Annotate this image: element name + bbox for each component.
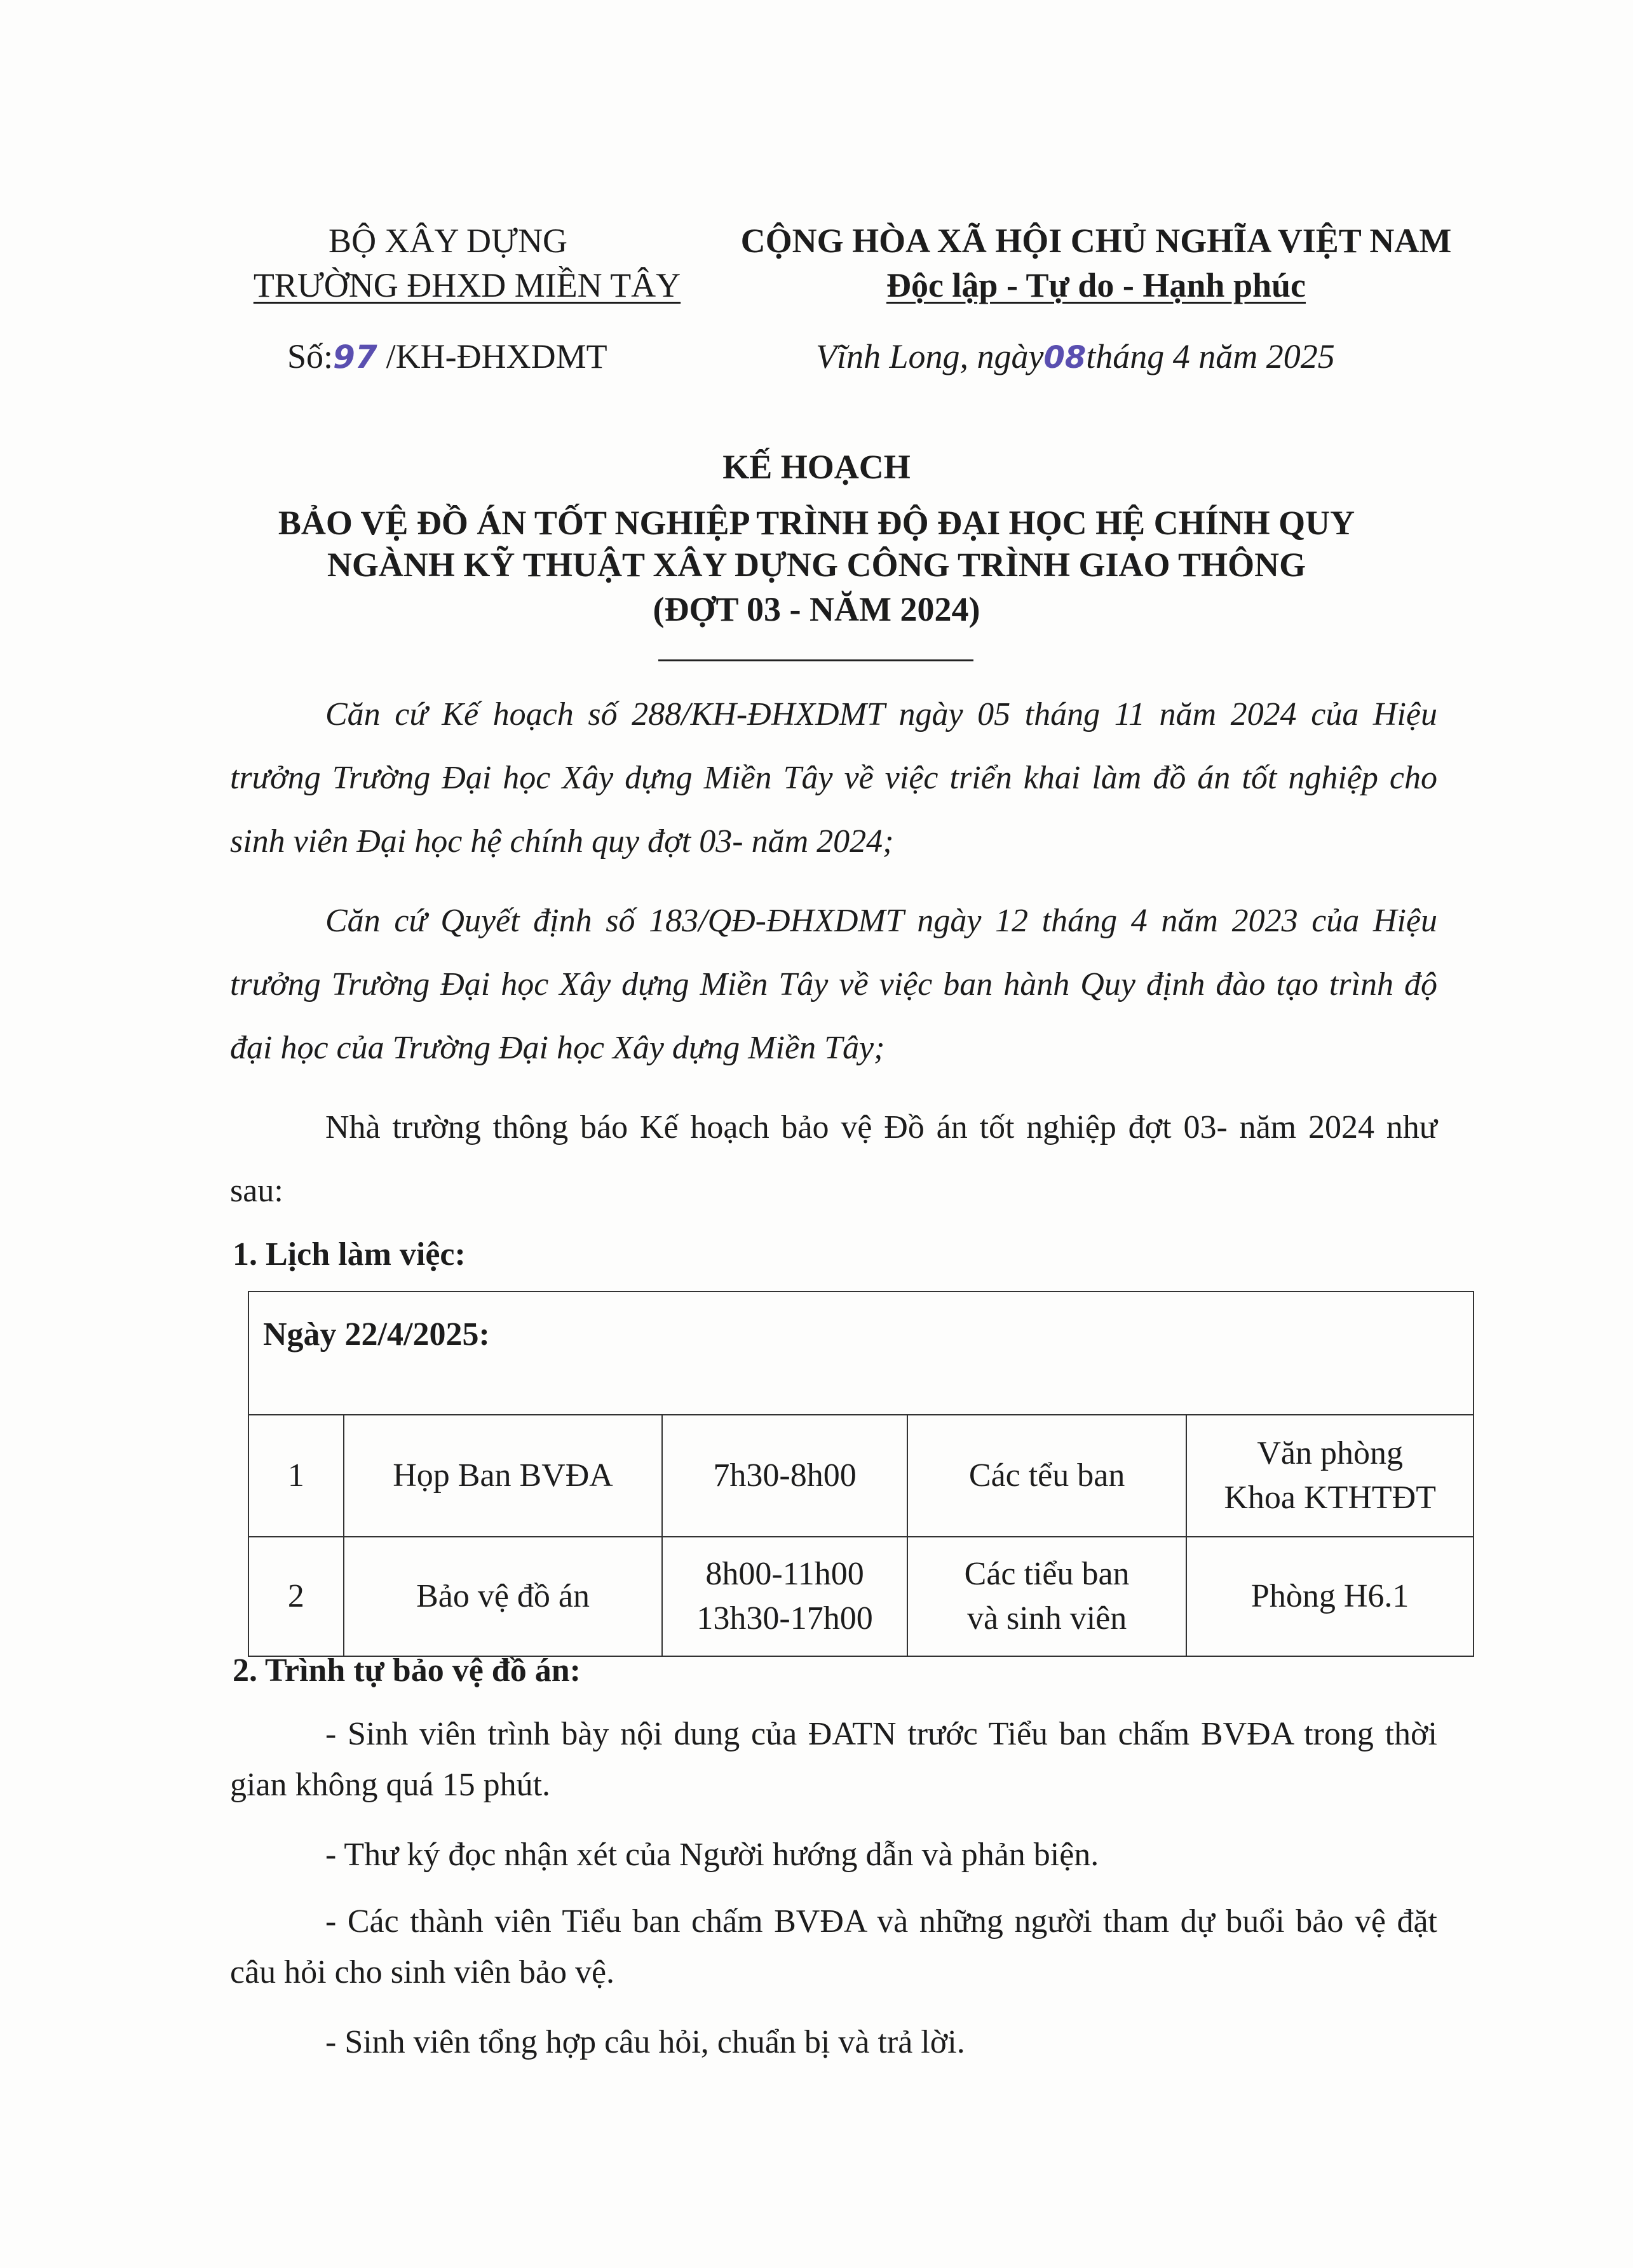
procedure-text-1: - Sinh viên trình bày nội dung của ĐATN trước Tiểu ban chấm BVĐA trong thời gian không quá 15 phút. [230,1716,1437,1803]
schedule-table [248,1291,1474,1657]
section-1-heading: 1. Lịch làm việc: [233,1236,466,1272]
row-place [1186,1415,1474,1537]
basis-text-2: Căn cứ Quyết định số 183/QĐ-ĐHXDMT ngày 12 tháng 4 năm 2023 của Hiệu trưởng Trường Đại học Xây dựng Miền Tây về việc ban hành Quy định đào tạo trình độ đại học của Trường Đại học Xây dựng Miền Tây; [230,903,1437,1066]
row-participants [907,1537,1186,1656]
procedure-item-3 [230,1896,1437,1998]
handwritten-number: 97 [333,339,377,375]
intro-text: Nhà trường thông báo Kế hoạch bảo vệ Đồ án tốt nghiệp đợt 03- năm 2024 như sau: [230,1109,1437,1209]
document-number [287,337,607,376]
row-time-line-1: 8h00-11h00 [705,1556,864,1592]
procedure-text-2: - Thư ký đọc nhận xét của Người hướng dẫn và phản biện. [325,1837,1099,1873]
plan-subtitle-line-2: NGÀNH KỸ THUẬT XÂY DỰNG CÔNG TRÌNH GIAO THÔNG [327,546,1306,584]
basis-text-1: Căn cứ Kế hoạch số 288/KH-ĐHXDMT ngày 05 tháng 11 năm 2024 của Hiệu trưởng Trường Đại học Xây dựng Miền Tây về việc triển khai làm đồ án tốt nghiệp cho sinh viên Đại học hệ chính quy đợt 03- năm 2024; [230,696,1437,860]
number-suffix: /KH-ĐHXDMT [386,337,607,375]
row-time-line-2: 13h30-17h00 [696,1600,873,1637]
procedure-item-1 [230,1709,1437,1811]
schedule-day: Ngày 22/4/2025: [248,1292,1474,1415]
procedure-text-3: - Các thành viên Tiểu ban chấm BVĐA và những người tham dự buổi bảo vệ đặt câu hỏi cho sinh viên bảo vệ. [230,1903,1437,1990]
date-prefix: Vĩnh Long, ngày [816,337,1044,375]
date-suffix: tháng 4 năm 2025 [1086,337,1335,375]
basis-paragraph-2 [230,889,1437,1080]
section-2-heading: 2. Trình tự bảo vệ đồ án: [233,1652,581,1689]
plan-subtitle-line-3: (ĐỢT 03 - NĂM 2024) [653,590,980,628]
row-time-text: 7h30-8h00 [713,1457,857,1494]
row-time [662,1537,907,1656]
basis-paragraph-1 [230,683,1437,874]
motto-text: Độc lập - Tự do - Hạnh phúc [886,266,1306,304]
row-participants-line-2: và sinh viên [966,1600,1127,1637]
motto [724,266,1468,305]
row-task: Bảo vệ đồ án [344,1537,662,1656]
row-participants-line-1: Các tiểu ban [964,1556,1130,1592]
procedure-item-2 [230,1830,1437,1880]
handwritten-day: 08 [1043,340,1087,375]
row-number: 1 [248,1415,344,1537]
row-number: 2 [248,1537,344,1656]
row-task: Họp Ban BVĐA [344,1415,662,1537]
row-place-line-2: Khoa KTHTĐT [1224,1480,1436,1516]
title-divider [658,659,973,661]
row-place [1186,1537,1474,1656]
row-participants-text: Các tểu ban [968,1457,1125,1494]
number-prefix: Số: [287,337,334,375]
row-time [662,1415,907,1537]
place-date [816,337,1335,376]
table-row [248,1537,1474,1656]
row-participants [907,1415,1186,1537]
plan-title: KẾ HOẠCH [722,448,911,486]
ministry-name: BỘ XÂY DỰNG [329,222,567,260]
table-row [248,1415,1474,1537]
row-place-line-1: Văn phòng [1257,1435,1403,1471]
country-name: CỘNG HÒA XÃ HỘI CHỦ NGHĨA VIỆT NAM [740,222,1452,260]
intro-paragraph [230,1096,1437,1223]
schedule-day-row [248,1292,1474,1415]
row-place-text: Phòng H6.1 [1250,1578,1409,1614]
procedure-text-4: - Sinh viên tổng hợp câu hỏi, chuẩn bị và trả lời. [325,2024,965,2060]
school-name-text: TRƯỜNG ĐHXD MIỀN TÂY [253,266,681,304]
procedure-item-4 [230,2017,1437,2068]
plan-subtitle-line-1: BẢO VỆ ĐỒ ÁN TỐT NGHIỆP TRÌNH ĐỘ ĐẠI HỌC HỆ CHÍNH QUY [278,504,1355,542]
school-name [229,266,705,305]
